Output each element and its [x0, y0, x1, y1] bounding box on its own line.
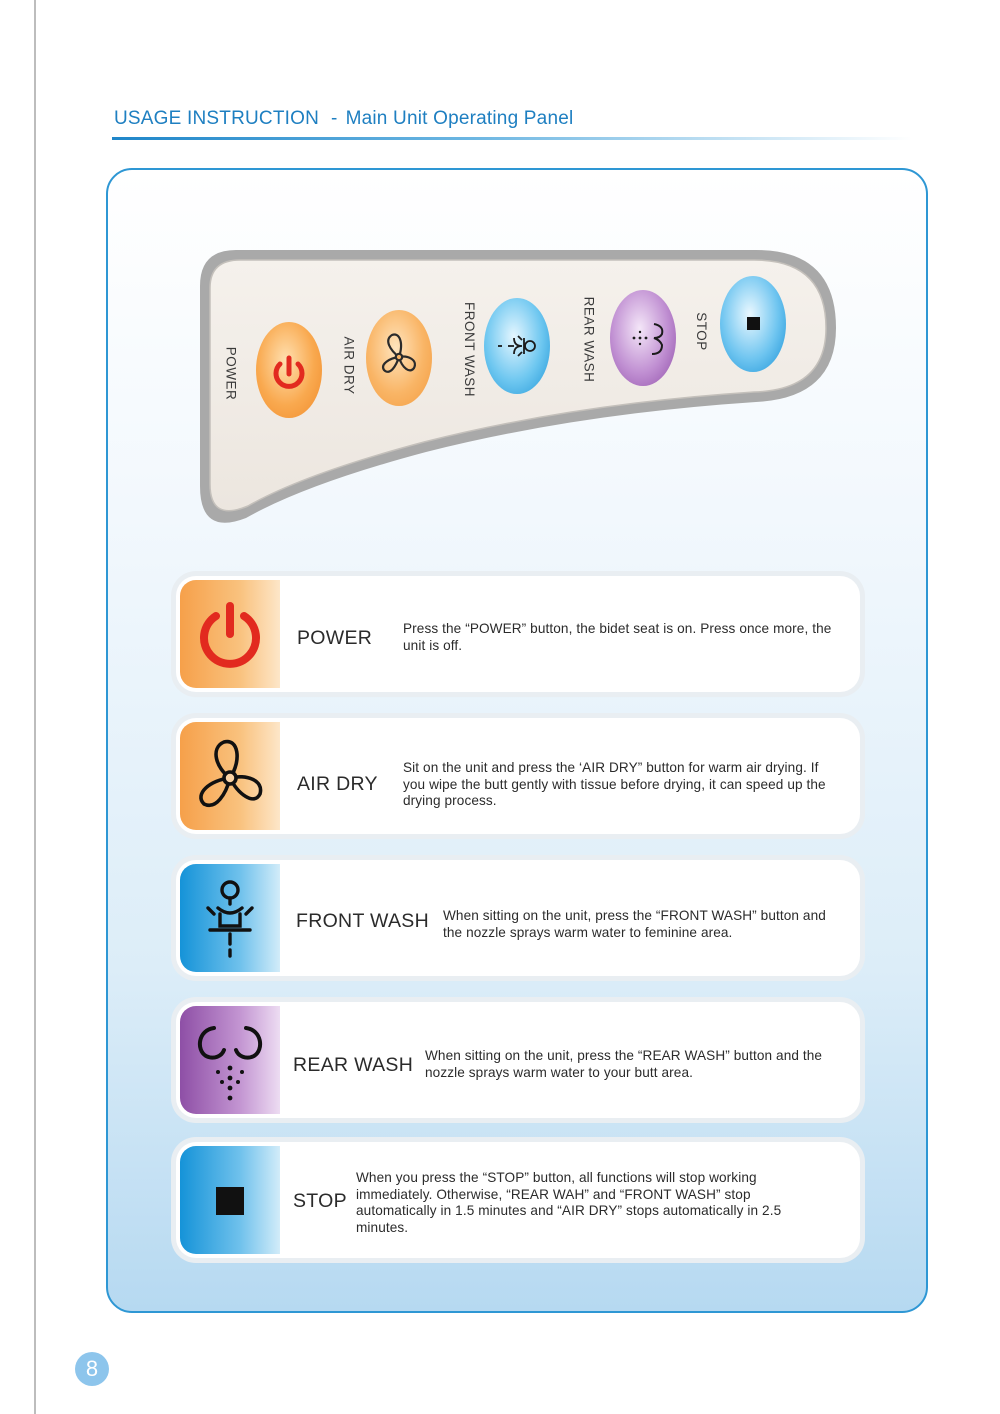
function-row-power [176, 576, 860, 692]
header-title: Main Unit Operating Panel [345, 108, 574, 129]
function-title: FRONT WASH [296, 910, 429, 932]
operating-panel [196, 246, 846, 531]
function-title: REAR WASH [293, 1054, 414, 1076]
power-icon [256, 322, 322, 418]
function-row-air-dry [176, 718, 860, 834]
function-description: Sit on the unit and press the ‘AIR DRY” button for warm air drying. If you wipe the butt gently with tissue before drying, it can speed up the drying process. [403, 760, 826, 808]
front-wash-icon [484, 298, 550, 394]
front-wash-icon [180, 864, 280, 972]
function-row-rear-wash [176, 1002, 860, 1118]
function-title: STOP [293, 1190, 347, 1212]
function-icon-box [180, 1146, 280, 1254]
function-icon-box [180, 1006, 280, 1114]
fan-icon [366, 310, 432, 406]
panel-label-rear-wash: REAR WASH [581, 296, 597, 383]
panel-front-wash-button[interactable] [484, 298, 550, 394]
rear-wash-icon [610, 290, 676, 386]
header-separator: - [331, 108, 338, 129]
panel-stop-button[interactable] [720, 276, 786, 372]
function-icon-box [180, 864, 280, 972]
header-rule [112, 137, 912, 140]
function-icon-box [180, 722, 280, 830]
function-description: When sitting on the unit, press the “FRONT WASH” button and the nozzle sprays warm water to feminine area. [443, 908, 826, 940]
function-row-stop [176, 1142, 860, 1258]
function-description: When you press the “STOP” button, all functions will stop working immediately. Otherwise, “REAR WAH” and “FRONT WASH” stop automatically in 1.5 minutes and “AIR DRY” stops automatically in 2.5 minutes. [356, 1170, 782, 1235]
panel-label-front-wash: FRONT WASH [462, 302, 477, 397]
panel-air-dry-button[interactable] [366, 310, 432, 406]
fan-icon [180, 722, 280, 830]
function-row-front-wash [176, 860, 860, 976]
panel-label-air-dry: AIR DRY [341, 336, 357, 395]
panel-rear-wash-button[interactable] [610, 290, 676, 386]
page-header [114, 108, 573, 130]
page-margin-line [34, 0, 36, 1414]
panel-power-button[interactable] [256, 322, 322, 418]
page-number: 8 [75, 1352, 109, 1386]
function-description: When sitting on the unit, press the “REAR WASH” button and the nozzle sprays warm water to your butt area. [425, 1048, 823, 1080]
header-section: USAGE INSTRUCTION [114, 108, 320, 129]
function-title: AIR DRY [297, 773, 378, 795]
rear-wash-icon [180, 1006, 280, 1114]
function-description: Press the “POWER” button, the bidet seat is on. Press once more, the unit is off. [403, 621, 832, 653]
function-icon-box [180, 580, 280, 688]
power-icon [180, 580, 280, 688]
stop-icon [720, 276, 786, 372]
stop-icon [180, 1146, 280, 1254]
panel-label-stop: STOP [693, 312, 709, 351]
function-title: POWER [297, 627, 373, 649]
panel-label-power: POWER [223, 346, 239, 401]
